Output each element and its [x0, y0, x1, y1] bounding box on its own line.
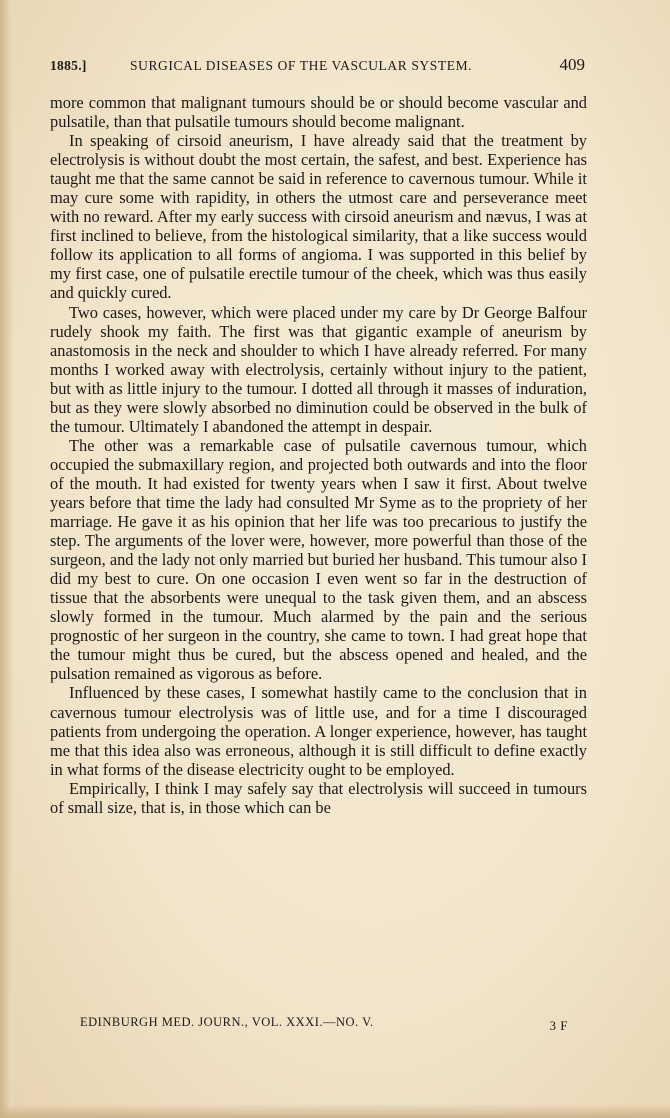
paragraph-two-cases: Two cases, however, which were placed under my care by Dr George Balfour rudely shook my faith. The first was that gigantic example of aneurism by anastomosis in the neck and shoulder to which I have already referred. For many months I worked away with electrolysis, certainly without injury to the patient, but with as little injury to the tumour. I dotted all through it masses of induration, but as they were slowly absorbed no diminution could be observed in the bulk of the tumour. Ultimately I abandoned the attempt in despair. — [50, 302, 587, 436]
signature-mark: 3 F — [549, 1018, 568, 1033]
page-bottom-edge — [0, 1104, 670, 1118]
page-binding-edge — [0, 0, 14, 1118]
paragraph-continued: more common that malignant tumours should be or should become vascular and pulsatile, than that pulsatile tumours should become malignant. — [50, 93, 587, 132]
paragraph-empirically: Empirically, I think I may safely say that electrolysis will succeed in tumours of small size, that is, in those which can be — [50, 778, 587, 817]
page-footer — [80, 1013, 580, 1035]
running-title: SURGICAL DISEASES OF THE VASCULAR SYSTEM. — [130, 58, 473, 73]
paragraph-influenced: Influenced by these cases, I somewhat hastily came to the conclusion that in cavernous tumour electrolysis was of little use, and for a time I discouraged patients from undergoing the operation. A longer experience, however, has taught me that this idea also was erroneous, although it is still difficult to define exactly in what forms of the disease electricity ought to be employed. — [50, 683, 587, 779]
journal-footer: EDINBURGH MED. JOURN., VOL. XXXI.—NO. V. — [80, 1015, 374, 1029]
paragraph-cirsoid-aneurism: In speaking of cirsoid aneurism, I have already said that the treatment by electrolysis is without doubt the most certain, the safest, and best. Experience has taught me that the same cannot be said in reference to cavernous tumour. While it may cure some with rapidity, in others the utmost care and perseverance meet with no reward. After my early success with cirsoid aneurism and nævus, I was at first inclined to believe, from the histological similarity, that a like success would follow its application to all forms of angioma. I was supported in this belief by my first case, one of pulsatile erectile tumour of the cheek, which was thus easily and quickly cured. — [50, 131, 587, 303]
page-header — [50, 55, 585, 79]
header-year: 1885.] — [50, 58, 87, 73]
body-text — [50, 93, 587, 817]
page-number: 409 — [559, 55, 585, 74]
paragraph-pulsatile-cavernous-tumour: The other was a remarkable case of pulsatile cavernous tumour, which occupied the submaxillary region, and projected both outwards and into the floor of the mouth. It had existed for twenty years when I saw it first. About twelve years before that time the lady had consulted Mr Syme as to the propriety of her marriage. He gave it as his opinion that her life was too precarious to justify the step. The arguments of the lover were, however, more powerful than those of the surgeon, and the lady not only married but buried her husband. This tumour also I did my best to cure. On one occasion I even went so far in the destruction of tissue that the absorbents were unequal to the task given them, and an abscess slowly formed in the tumour. Much alarmed by the pain and the serious prognostic of her surgeon in the country, she came to town. I had great hope that the tumour might thus be cured, but the abscess opened and healed, and the pulsation remained as vigorous as before. — [50, 435, 587, 684]
